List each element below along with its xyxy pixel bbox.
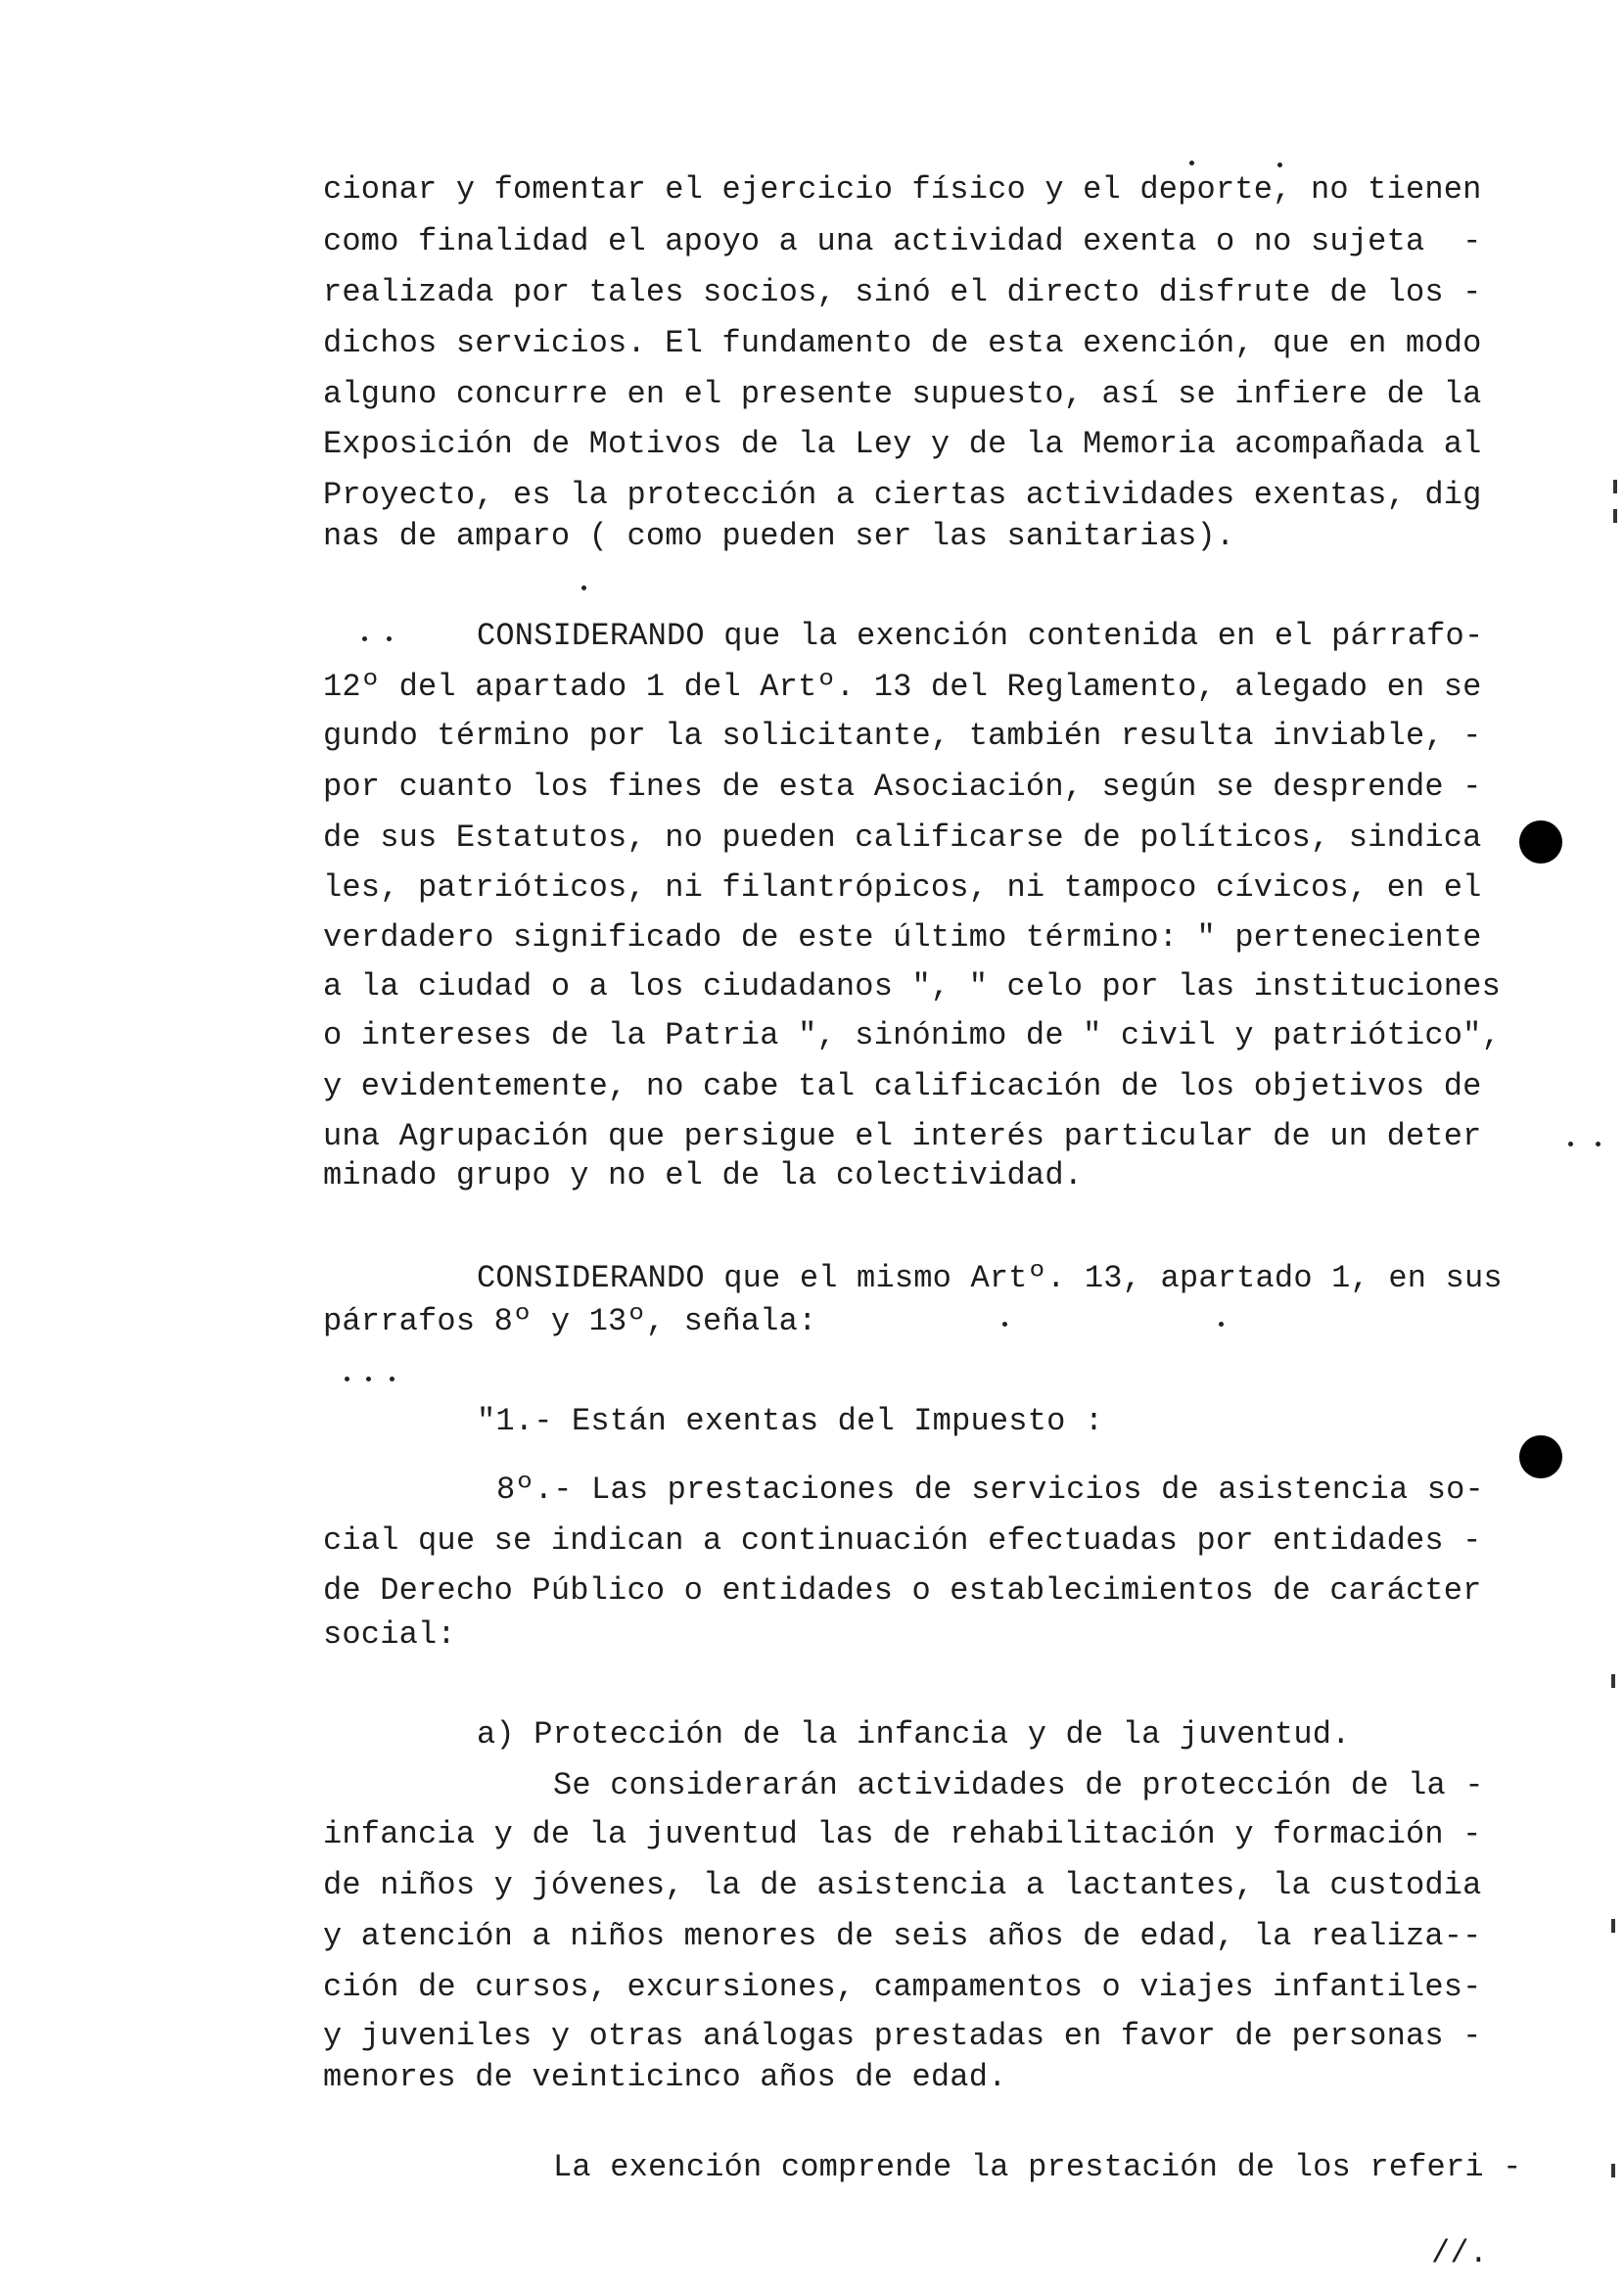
text-line: nas de amparo ( como pueden ser las sanitarias). [323, 518, 1235, 554]
speck [581, 585, 586, 590]
edge-mark [1613, 480, 1617, 493]
text-line: verdadero significado de este último término: " perteneciente [323, 919, 1482, 956]
text-line: les, patrióticos, ni filantrópicos, ni tampoco cívicos, en el [323, 869, 1482, 906]
text-line: de sus Estatutos, no pueden calificarse de políticos, sindica [323, 819, 1482, 856]
text-line: menores de veinticinco años de edad. [323, 2059, 1007, 2095]
text-line: Exposición de Motivos de la Ley y de la Memoria acompañada al [323, 426, 1482, 462]
speck [1189, 161, 1194, 165]
edge-mark [1611, 1919, 1615, 1933]
text-line: cial que se indican a continuación efectuadas por entidades - [323, 1522, 1482, 1559]
speck [1002, 1322, 1007, 1327]
punch-hole [1519, 820, 1562, 864]
text-line: alguno concurre en el presente supuesto, así se infiere de la [323, 376, 1482, 412]
speck [1596, 1142, 1601, 1146]
text-line: ción de cursos, excursiones, campamentos o viajes infantiles- [323, 1969, 1482, 2005]
text-line: como finalidad el apoyo a una actividad exenta o no sujeta - [323, 223, 1482, 259]
text-line: a) Protección de la infancia y de la juventud. [477, 1716, 1351, 1753]
text-line: gundo término por la solicitante, también resulta inviable, - [323, 718, 1482, 754]
text-line: dichos servicios. El fundamento de esta exención, que en modo [323, 325, 1482, 361]
text-line: una Agrupación que persigue el interés particular de un deter [323, 1118, 1482, 1154]
text-line: "1.- Están exentas del Impuesto : [477, 1403, 1104, 1439]
text-line: CONSIDERANDO que la exención contenida en el párrafo- [477, 618, 1484, 654]
page-continuation-mark: //. [1431, 2235, 1489, 2271]
text-line: y juveniles y otras análogas prestadas en favor de personas - [323, 2018, 1482, 2054]
text-line: a la ciudad o a los ciudadanos ", " celo por las instituciones [323, 968, 1501, 1005]
text-line: social: [323, 1616, 456, 1653]
speck [345, 1377, 349, 1381]
text-line: infancia y de la juventud las de rehabilitación y formación - [323, 1816, 1482, 1852]
text-line: Se considerarán actividades de protección de la - [553, 1767, 1484, 1803]
text-line: minado grupo y no el de la colectividad. [323, 1157, 1084, 1193]
speck [390, 1377, 394, 1381]
speck [1277, 163, 1282, 167]
text-line: de niños y jóvenes, la de asistencia a lactantes, la custodia [323, 1867, 1482, 1903]
text-line: y evidentemente, no cabe tal calificación de los objetivos de [323, 1068, 1482, 1104]
speck [1219, 1322, 1224, 1327]
text-line: Proyecto, es la protección a ciertas actividades exentas, dig [323, 477, 1482, 513]
text-line: de Derecho Público o entidades o establecimientos de carácter [323, 1572, 1482, 1609]
speck [1568, 1142, 1573, 1146]
speck [366, 1377, 371, 1381]
text-line: y atención a niños menores de seis años de edad, la realiza-- [323, 1918, 1482, 1954]
edge-mark [1611, 1674, 1615, 1688]
punch-hole [1519, 1435, 1562, 1478]
text-line: por cuanto los fines de esta Asociación, según se desprende - [323, 769, 1482, 805]
text-line: cionar y fomentar el ejercicio físico y el deporte, no tienen [323, 171, 1482, 208]
text-line: o intereses de la Patria ", sinónimo de " civil y patriótico", [323, 1017, 1501, 1053]
speck [362, 636, 367, 641]
text-line: CONSIDERANDO que el mismo Artº. 13, apartado 1, en sus [477, 1260, 1503, 1296]
text-line: párrafos 8º y 13º, señala: [323, 1303, 817, 1339]
text-line: La exención comprende la prestación de los referi - [553, 2149, 1522, 2185]
edge-mark [1613, 509, 1617, 523]
text-line: 12º del apartado 1 del Artº. 13 del Reglamento, alegado en se [323, 669, 1482, 705]
text-line: 8º.- Las prestaciones de servicios de asistencia so- [496, 1472, 1484, 1508]
speck [387, 636, 392, 641]
edge-mark [1611, 2164, 1615, 2177]
text-line: realizada por tales socios, sinó el directo disfrute de los - [323, 274, 1482, 310]
